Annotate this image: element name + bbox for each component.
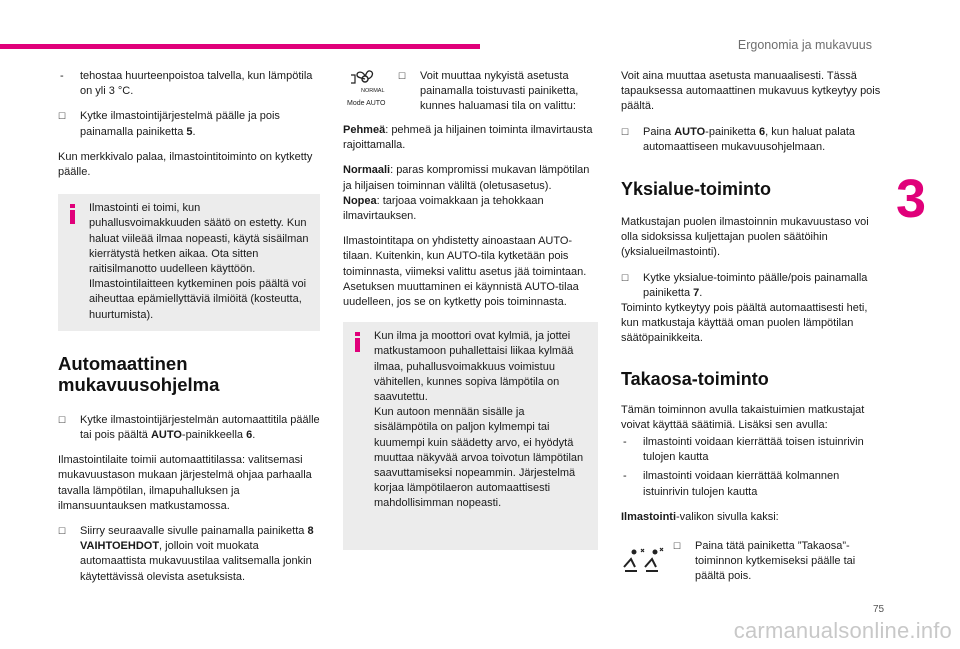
column-3: [621, 69, 881, 595]
heading-line: mukavuusohjelma: [58, 373, 220, 395]
info-icon: [355, 332, 360, 352]
bullet-text: .: [192, 125, 196, 138]
section-title: Ergonomia ja mukavuus: [737, 38, 872, 52]
chapter-number: 3: [896, 169, 927, 229]
bullet-text: Paina: [643, 125, 675, 138]
mode-name: Pehmeä: [343, 124, 386, 136]
bullet-text: Paina tätä painiketta ”Takaosa”-toiminnon kytkemiseksi päälle tai päältä pois.: [695, 540, 856, 583]
bullet-item: [58, 413, 320, 443]
paragraph: Matkustajan puolen ilmastoinnin mukavuustaso voi olla sidoksissa kuljettajan puolen säätöihin (yksialueilmastointi).: [621, 216, 869, 259]
bullet-item: [621, 125, 881, 155]
button-ref: 8 VAIHTOEHDOT: [80, 525, 314, 553]
page-number: 75: [873, 604, 885, 615]
bullet-text: .: [699, 286, 703, 299]
watermark: carmanualsonline.info: [733, 618, 952, 643]
bullet-item: [673, 539, 881, 585]
bullet-item: [58, 524, 320, 585]
dash-item: [621, 435, 881, 465]
info-text: Kun autoon mennään sisälle ja sisälämpötila on paljon kylmempi tai kuumempi kuin säädetty arvo, ei hyödytä muuttaa näkyvää arvoa toivotun lämpötilan saavuttamiseksi nopeammin. Järjestelmä korjaa lämpötilaeron automaattisesti mahdollisimman nopeasti.: [374, 406, 584, 510]
paragraph: [621, 510, 881, 525]
heading-single-zone: Yksialue-toiminto: [621, 179, 772, 200]
column-2: [343, 69, 598, 550]
dash-item-text: tehostaa huurteenpoistoa talvella, kun lämpötila on yli 3 °C.: [80, 70, 313, 98]
paragraph: Asetuksen muuttaminen ei käynnistä AUTO-tilaa uudelleen, jos se on kytketty pois toiminnasta.: [343, 280, 579, 309]
button-ref: AUTO: [150, 429, 182, 442]
mode-icon-label: Mode AUTO: [347, 100, 386, 107]
bullet-text: -painiketta: [705, 125, 759, 138]
paragraph: Toiminto kytkeytyy pois päältä automaattisesti heti, kun matkustaja käyttää oman puolen lämpötilan säätöpainikkeita.: [621, 302, 868, 345]
paragraph: Ilmastointilaite toimii automaattitilassa: valitsemasi mukavuustason mukaan järjestelmä ohjaa parhaalla tavalla lämpötilan, ilmapuhalluksen ja ilmansuuntauksen matkustamossa.: [58, 454, 312, 512]
info-text: Ilmastointi ei toimi, kun puhallusvoimakkuuden säätö on estetty. Kun haluat viileää ilmaa nopeasti, käytä sisäilman kierrätystä hetken aikaa. Ota sitten raitisilmanotto uudelleen käyttöön. Ilmastointilaitteen kytkeminen pois päältä voi aiheuttaa epämiellyttäviä ilmiöitä (kosteutta, huurtumista).: [89, 202, 309, 321]
button-ref: 7: [693, 286, 700, 299]
info-box: [58, 194, 320, 331]
bullet-text: , jolloin voit muokata automaattista mukavuustilaa valitsemalla jonkin käytettävissä olevista asetuksista.: [80, 540, 312, 583]
bullet-text: Kytke ilmastointijärjestelmän automaattitila päälle tai pois päältä: [80, 413, 320, 442]
mode-desc: : paras kompromissi mukavan lämpötilan ja hiljaisen toiminnan väliltä (oletusasetus).: [343, 164, 590, 192]
heading-rear-function: Takaosa-toiminto: [621, 368, 769, 389]
bullet-text: , kun haluat palata automaattiseen mukavuusohjelmaan.: [643, 125, 856, 153]
column-1: [58, 69, 320, 595]
header-accent-bar: [0, 44, 480, 49]
paragraph: Kun merkkivalo palaa, ilmastointitoiminto on kytketty päälle.: [58, 150, 313, 179]
heading-line: Automaattinen: [58, 352, 188, 374]
mode-desc: : pehmeä ja hiljainen toiminta ilmavirtausta rajoittamalla.: [343, 124, 593, 152]
dash-item: [621, 469, 881, 499]
mode-desc: : tarjoaa voimakkaan ja tehokkaan ilmavirtauksen.: [343, 194, 544, 223]
dash-item: [58, 69, 320, 99]
dash-item-text: ilmastointi voidaan kierrättää kolmannen istuinrivin tulojen kautta: [643, 470, 840, 498]
paragraph: Ilmastointitapa on yhdistetty ainoastaan AUTO-tilaan. Kuitenkin, kun AUTO-tila kytketään pois toiminnasta, viimeksi valittu asetus jää toimintaan.: [343, 235, 587, 278]
rear-row: [621, 539, 881, 585]
button-ref: 5: [186, 125, 193, 138]
paragraph: [343, 163, 598, 193]
mode-name: Normaali: [343, 164, 391, 177]
paragraph: [343, 194, 598, 224]
heading-automatic-comfort: [58, 353, 320, 395]
bullet-text: Voit muuttaa nykyistä asetusta painamalla toistuvasti painiketta, kunnes haluamasi tila on valittu:: [420, 70, 579, 113]
info-text: Kun ilma ja moottori ovat kylmiä, ja jottei matkustamoon puhallettaisi liikaa kylmää ilmaa, puhallusvoimakkuus voimistuu vähitellen, kunnes sopiva lämpötila on saavutettu.: [374, 330, 574, 404]
bullet-text: .: [252, 429, 256, 442]
button-ref: 6: [246, 429, 253, 442]
bullet-item: [58, 109, 320, 139]
bullet-text: Siirry seuraavalle sivulle painamalla painiketta: [80, 525, 308, 538]
bullet-item: [621, 271, 881, 301]
paragraph-text: -valikon sivulla kaksi:: [676, 510, 779, 523]
bullet-text: Kytke ilmastointijärjestelmä päälle ja pois painamalla painiketta: [80, 110, 280, 138]
mode-name: Nopea: [343, 194, 377, 207]
mode-icon-label: NORMAL: [361, 88, 385, 94]
button-ref: AUTO: [674, 125, 706, 138]
paragraph: Voit aina muuttaa asetusta manuaalisesti. Tässä tapauksessa automaattinen mukavuus kytkeytyy pois päältä.: [621, 70, 881, 113]
paragraph: Tämän toiminnon avulla takaistuimien matkustajat voivat käyttää säätimiä. Lisäksi sen avulla:: [621, 403, 865, 431]
button-ref: 6: [758, 125, 766, 138]
bullet-item: [398, 69, 598, 115]
paragraph: [343, 123, 598, 153]
menu-name: Ilmastointi: [621, 510, 677, 523]
bullet-text: Kytke yksialue-toiminto päälle/pois painamalla painiketta: [643, 271, 868, 299]
rear-seat-climate-icon: [621, 545, 665, 575]
info-icon: [70, 204, 75, 224]
bullet-text: -painikkeella: [181, 429, 247, 442]
mode-auto-row: [343, 69, 598, 115]
info-box: [343, 322, 598, 549]
dash-item-text: ilmastointi voidaan kierrättää toisen istuinrivin tulojen kautta: [643, 436, 864, 464]
